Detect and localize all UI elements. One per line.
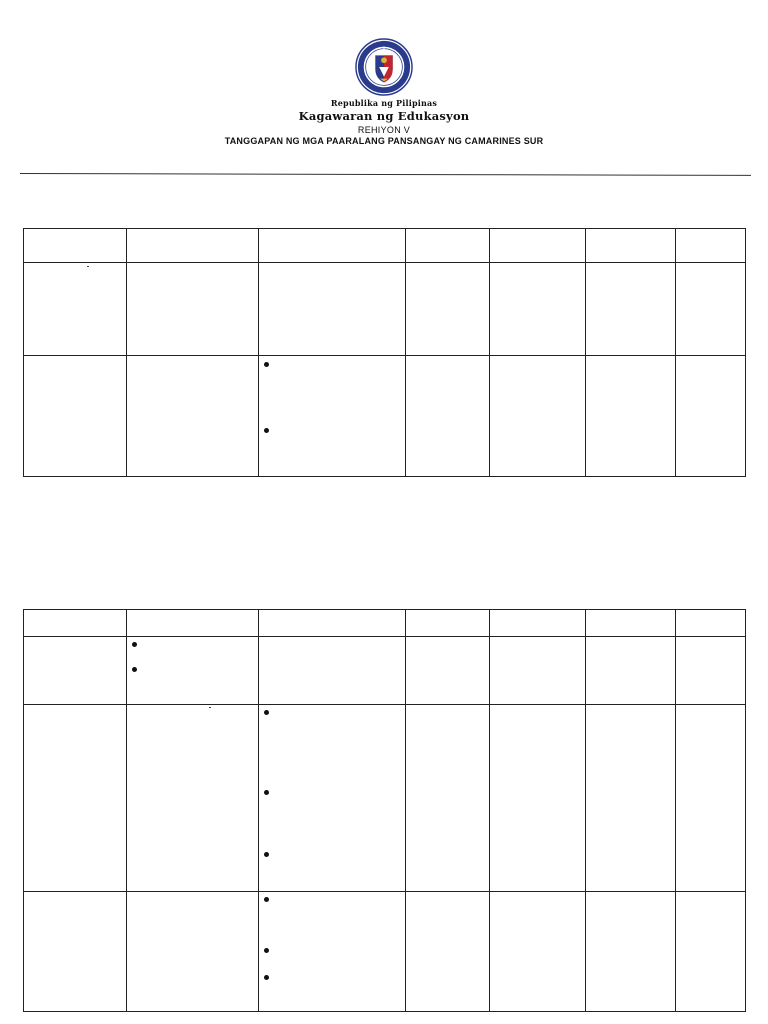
table-row — [24, 610, 746, 637]
table-cell — [406, 705, 490, 892]
bullet-icon — [264, 948, 269, 953]
table-cell — [24, 229, 127, 263]
table-row — [24, 229, 746, 263]
table-cell — [676, 229, 746, 263]
table-cell — [406, 637, 490, 705]
bullet-icon — [264, 852, 269, 857]
table-cell — [24, 637, 127, 705]
table-cell — [490, 356, 586, 477]
table-cell — [24, 356, 127, 477]
table-row — [24, 356, 746, 477]
table-cell — [24, 263, 127, 356]
letterhead — [0, 38, 768, 146]
table-cell — [586, 263, 676, 356]
bullet-icon — [264, 428, 269, 433]
table-cell — [586, 229, 676, 263]
table-cell — [586, 705, 676, 892]
table-cell — [676, 610, 746, 637]
table-cell — [24, 892, 127, 1012]
department-text: Kagawaran ng Edukasyon — [298, 109, 470, 123]
table-cell — [490, 229, 586, 263]
bullet-icon — [264, 975, 269, 980]
table-row — [24, 892, 746, 1012]
table-cell — [127, 892, 259, 1012]
republic-text: Republika ng Pilipinas — [330, 98, 438, 108]
table-cell — [127, 229, 259, 263]
bullet-icon — [264, 362, 269, 367]
table-cell — [406, 263, 490, 356]
table-cell — [259, 263, 406, 356]
table-cell — [676, 263, 746, 356]
table-cell — [490, 892, 586, 1012]
table-cell — [24, 610, 127, 637]
table-cell — [127, 263, 259, 356]
table-cell — [490, 705, 586, 892]
table-cell — [586, 356, 676, 477]
table-cell — [676, 705, 746, 892]
office-text: TANGGAPAN NG MGA PAARALANG PANSANGAY NG CAMARINES SUR — [224, 136, 544, 146]
table-cell — [259, 229, 406, 263]
header-divider — [20, 173, 751, 176]
table-cell — [127, 610, 259, 637]
table-cell — [406, 892, 490, 1012]
mark — [209, 707, 211, 708]
table-cell — [127, 637, 259, 705]
bullet-icon — [132, 667, 137, 672]
table-cell — [127, 356, 259, 477]
table-cell — [406, 229, 490, 263]
table-cell — [259, 892, 406, 1012]
table-cell — [406, 610, 490, 637]
table-cell — [259, 637, 406, 705]
table-cell — [259, 610, 406, 637]
table-cell — [676, 637, 746, 705]
bullet-icon — [264, 710, 269, 715]
deped-seal-icon — [355, 38, 413, 96]
bullet-icon — [264, 790, 269, 795]
table-cell — [586, 637, 676, 705]
region-text: REHIYON V — [357, 125, 411, 135]
table-cell — [24, 705, 127, 892]
table-cell — [259, 356, 406, 477]
bullet-icon — [132, 642, 137, 647]
table-1 — [23, 228, 746, 477]
table-cell — [676, 892, 746, 1012]
table-row — [24, 637, 746, 705]
table-cell — [406, 356, 490, 477]
table-cell — [586, 892, 676, 1012]
table-row — [24, 263, 746, 356]
table-cell — [586, 610, 676, 637]
table-cell — [490, 610, 586, 637]
table-cell — [490, 263, 586, 356]
table-cell — [676, 356, 746, 477]
bullet-icon — [264, 897, 269, 902]
table-cell — [490, 637, 586, 705]
table-2 — [23, 609, 746, 1012]
table-row — [24, 705, 746, 892]
mark — [87, 266, 89, 267]
table-cell — [259, 705, 406, 892]
table-cell — [127, 705, 259, 892]
